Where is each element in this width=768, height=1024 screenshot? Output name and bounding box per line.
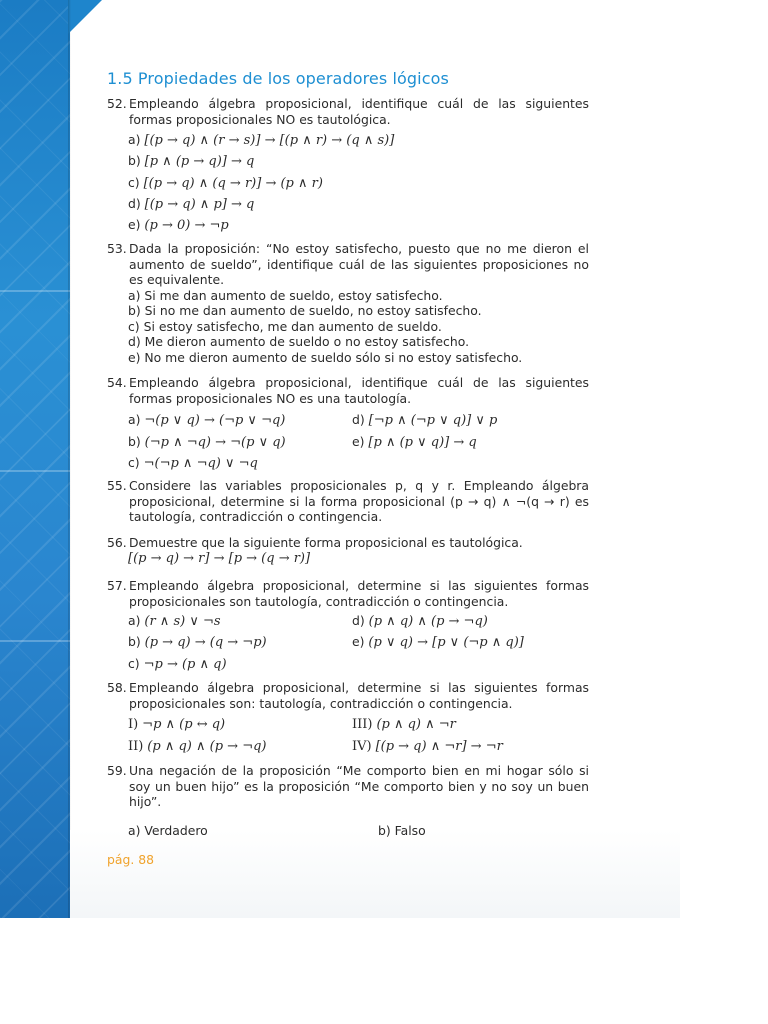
option-54-e: e) [p ∧ (p ∨ q)] → q [352, 434, 477, 450]
exercise-number: 57. [107, 578, 127, 593]
exercise-54 [107, 375, 589, 406]
option-58-IV: IV) [(p → q) ∧ ¬r] → ¬r [352, 739, 503, 754]
option-54-a: a) ¬(p ∨ q) → (¬p ∨ ¬q) [128, 412, 286, 428]
option-52-a: a) [(p → q) ∧ (r → s)] → [(p ∧ r) → (q ∧ s)] [128, 132, 395, 148]
exercise-number: 52. [107, 96, 127, 111]
exercise-53 [107, 241, 589, 288]
exercise-52 [107, 96, 589, 127]
option-53-a: a) Si me dan aumento de sueldo, estoy satisfecho. [128, 288, 443, 303]
exercise-58 [107, 680, 589, 711]
page-number: pág. 88 [107, 852, 154, 867]
option-57-d: d) (p ∧ q) ∧ (p → ¬q) [352, 613, 488, 629]
exercise-57 [107, 578, 589, 609]
band-stripe [0, 470, 70, 472]
option-53-c: c) Si estoy satisfecho, me dan aumento de sueldo. [128, 319, 442, 334]
page-bottom-gradient [70, 830, 680, 918]
option-58-II: II) (p ∧ q) ∧ (p → ¬q) [128, 739, 267, 754]
option-54-d: d) [¬p ∧ (¬p ∨ q)] ∨ p [352, 412, 498, 428]
option-52-d: d) [(p → q) ∧ p] → q [128, 196, 255, 212]
option-57-e: e) (p ∨ q) → [p ∨ (¬p ∧ q)] [352, 634, 524, 650]
page-shadow [68, 0, 71, 918]
band-stripe [0, 290, 70, 292]
option-57-b: b) (p → q) → (q → ¬p) [128, 634, 267, 650]
option-57-c: c) ¬p → (p ∧ q) [128, 656, 227, 672]
exercise-56 [107, 535, 589, 551]
option-58-I: I) ¬p ∧ (p ↔ q) [128, 717, 226, 732]
exercise-statement: Una negación de la proposición “Me comporto bien en mi hogar sólo si soy un buen hijo” es la proposición “Me comporto bien y no soy un buen hijo”. [129, 763, 589, 809]
exercise-statement: Empleando álgebra proposicional, determine si las siguientes formas proposicionales son: tautología, contradicción o contingencia. [129, 680, 589, 711]
exercise-number: 59. [107, 763, 127, 778]
exercise-number: 56. [107, 535, 127, 550]
exercise-55 [107, 478, 589, 525]
option-52-e: e) (p → 0) → ¬p [128, 217, 229, 233]
decorative-side-band [0, 0, 70, 918]
exercise-59 [107, 763, 589, 810]
option-53-e: e) No me dieron aumento de sueldo sólo si no estoy satisfecho. [128, 350, 523, 365]
exercise-number: 54. [107, 375, 127, 390]
exercise-statement: Empleando álgebra proposicional, identifique cuál de las siguientes formas proposicionales NO es tautológica. [129, 96, 589, 127]
option-53-b: b) Si no me dan aumento de sueldo, no estoy satisfecho. [128, 303, 482, 318]
option-59-b: b) Falso [378, 823, 426, 838]
exercise-number: 53. [107, 241, 127, 256]
option-54-c: c) ¬(¬p ∧ ¬q) ∨ ¬q [128, 455, 258, 471]
exercise-number: 58. [107, 680, 127, 695]
exercise-statement: Demuestre que la siguiente forma proposicional es tautológica. [129, 535, 523, 550]
exercise-56-expression: [(p → q) → r] → [p → (q → r)] [128, 551, 311, 566]
section-title: 1.5 Propiedades de los operadores lógicos [107, 69, 449, 88]
option-57-a: a) (r ∧ s) ∨ ¬s [128, 613, 221, 629]
corner-decoration [68, 0, 102, 34]
exercise-statement: Dada la proposición: “No estoy satisfecho, puesto que no me dieron el aumento de sueldo”, identifique cuál de las siguientes proposiciones no es equivalente. [129, 241, 589, 287]
option-59-a: a) Verdadero [128, 823, 208, 838]
exercise-statement: Empleando álgebra proposicional, identifique cuál de las siguientes formas proposicionales NO es una tautología. [129, 375, 589, 406]
option-58-III: III) (p ∧ q) ∧ ¬r [352, 717, 456, 732]
exercise-statement: Considere las variables proposicionales p, q y r. Empleando álgebra proposicional, determine si la forma proposicional (p → q) ∧ ¬(q → r) es tautología, contradicción o contingencia. [129, 478, 589, 524]
option-52-b: b) [p ∧ (p → q)] → q [128, 153, 255, 169]
band-stripe [0, 640, 70, 642]
option-54-b: b) (¬p ∧ ¬q) → ¬(p ∨ q) [128, 434, 286, 450]
option-53-d: d) Me dieron aumento de sueldo o no estoy satisfecho. [128, 334, 470, 349]
exercise-statement: Empleando álgebra proposicional, determine si las siguientes formas proposicionales son tautología, contradicción o contingencia. [129, 578, 589, 609]
option-52-c: c) [(p → q) ∧ (q → r)] → (p ∧ r) [128, 175, 323, 191]
exercise-number: 55. [107, 478, 127, 493]
